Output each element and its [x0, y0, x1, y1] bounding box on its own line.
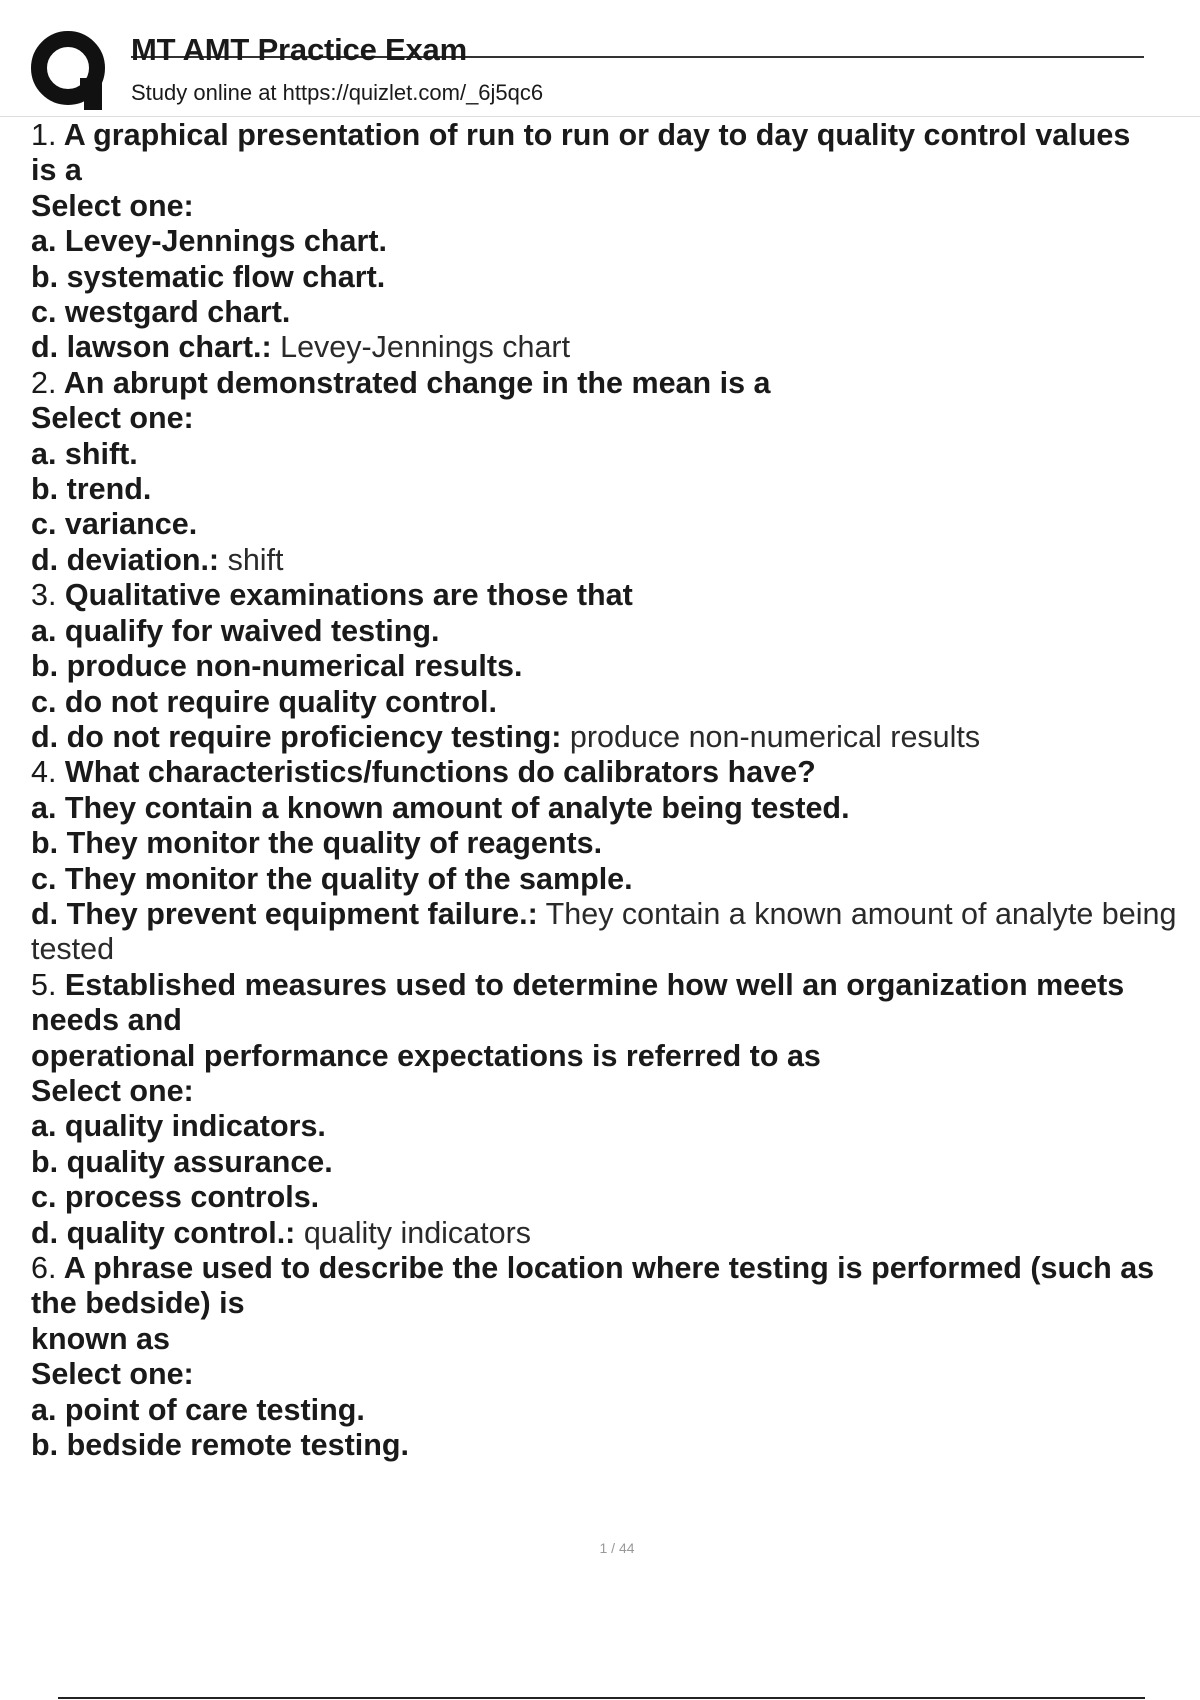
answer-option: c. They monitor the quality of the sample. [31, 861, 633, 896]
last-option-with-answer [31, 720, 1200, 755]
select-one-prompt: Select one: [31, 1357, 194, 1392]
correct-answer: tested [31, 932, 115, 967]
select-one-prompt: Select one: [31, 401, 194, 436]
page-title: MT AMT Practice Exam [131, 32, 467, 67]
page-indicator: 1 / 44 [599, 1540, 635, 1556]
question-text-continuation: the bedside) is [31, 1286, 245, 1321]
question-line [31, 755, 1200, 790]
answer-option: b. They monitor the quality of reagents. [31, 826, 603, 861]
question-text: A phrase used to describe the location where testing is performed (such as [63, 1251, 1155, 1285]
question-block [31, 968, 1200, 1251]
question-number: 3. [31, 578, 57, 613]
answer-option: d. quality control.: [31, 1215, 296, 1250]
question-line [31, 968, 1200, 1003]
question-number: 6. [31, 1251, 57, 1285]
question-text-continuation: operational performance expectations is referred to as [31, 1038, 821, 1073]
correct-answer: produce non-numerical results [561, 719, 981, 754]
question-number: 5. [31, 967, 57, 1002]
question-block [31, 578, 1200, 755]
question-text: Established measures used to determine how well an organization meets [64, 967, 1125, 1002]
question-text: A graphical presentation of run to run or day to day quality control values [63, 118, 1131, 152]
question-text: An abrupt demonstrated change in the mean is a [63, 365, 771, 400]
answer-option: d. lawson chart.: [31, 330, 272, 365]
answer-option: a. qualify for waived testing. [31, 613, 440, 648]
question-line [31, 1251, 1200, 1286]
header-divider [0, 116, 1200, 117]
last-option-with-answer [31, 1216, 1200, 1251]
answer-option: b. bedside remote testing. [31, 1428, 409, 1463]
last-option-with-answer [31, 330, 1200, 365]
answer-option: b. systematic flow chart. [31, 259, 386, 294]
question-number: 2. [31, 365, 57, 400]
answer-option: a. They contain a known amount of analyte being tested. [31, 790, 850, 825]
answer-option: a. Levey-Jennings chart. [31, 224, 387, 259]
select-one-prompt: Select one: [31, 188, 194, 223]
answer-option: a. quality indicators. [31, 1109, 326, 1144]
question-block [31, 118, 1200, 366]
study-online-link[interactable]: Study online at https://quizlet.com/_6j5qc6 [131, 80, 544, 105]
answer-option: d. do not require proficiency testing: [31, 719, 562, 754]
answer-option: b. trend. [31, 472, 152, 507]
answer-option: a. point of care testing. [31, 1392, 365, 1427]
answer-option: c. westgard chart. [31, 295, 291, 330]
page-header [0, 0, 1200, 118]
correct-answer: Levey-Jennings chart [271, 330, 571, 365]
footer-divider [58, 1697, 1145, 1699]
question-block [31, 755, 1200, 967]
questions-list [31, 118, 1200, 1463]
quizlet-q-logo-icon [30, 30, 114, 114]
question-text-continuation: is a [31, 153, 82, 188]
question-number: 1. [31, 118, 57, 152]
question-number: 4. [31, 755, 57, 790]
question-line [31, 578, 1200, 613]
answer-option: b. quality assurance. [31, 1144, 333, 1179]
question-text-continuation: needs and [31, 1003, 182, 1038]
question-text-continuation: known as [31, 1321, 170, 1356]
question-line [31, 118, 1200, 153]
correct-answer: quality indicators [295, 1215, 531, 1250]
question-line [31, 366, 1200, 401]
answer-option: c. variance. [31, 507, 198, 542]
answer-option: a. shift. [31, 436, 138, 471]
answer-option: b. produce non-numerical results. [31, 649, 523, 684]
question-text: What characteristics/functions do calibrators have? [64, 755, 816, 790]
correct-answer-continuation [31, 932, 1200, 967]
correct-answer: They contain a known amount of analyte being [537, 896, 1177, 931]
answer-option: d. deviation.: [31, 542, 220, 577]
question-block [31, 366, 1200, 578]
question-text: Qualitative examinations are those that [64, 578, 633, 613]
answer-option: c. do not require quality control. [31, 684, 498, 719]
last-option-with-answer [31, 543, 1200, 578]
answer-option: d. They prevent equipment failure.: [31, 896, 538, 931]
last-option-with-answer [31, 897, 1200, 932]
answer-option: c. process controls. [31, 1180, 320, 1215]
question-block [31, 1251, 1200, 1463]
correct-answer: shift [219, 542, 284, 577]
select-one-prompt: Select one: [31, 1073, 194, 1108]
